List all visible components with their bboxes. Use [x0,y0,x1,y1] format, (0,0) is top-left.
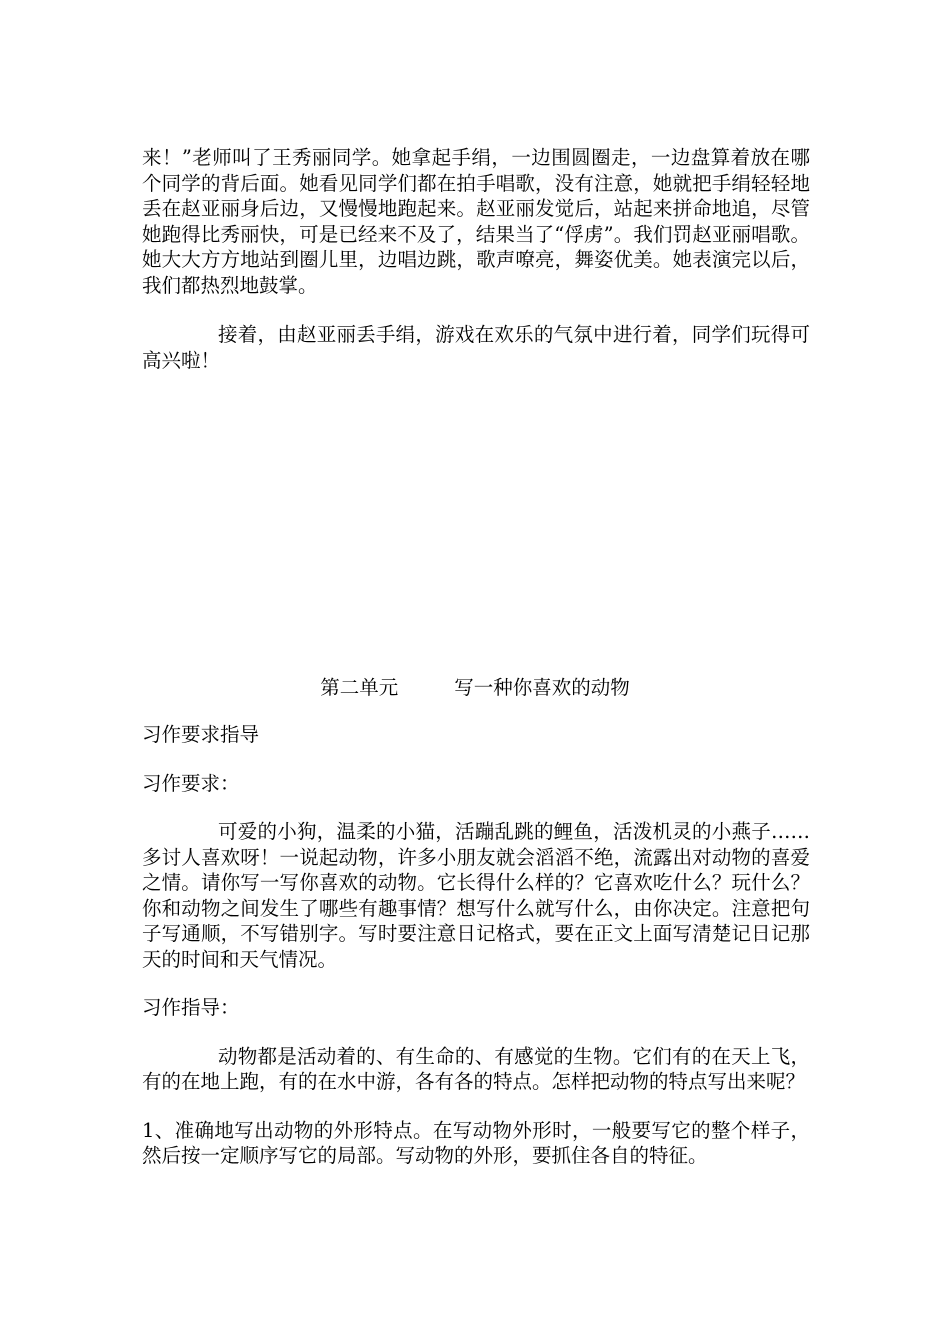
guide-text: 动物都是活动着的、有生命的、有感觉的生物。它们有的在天上飞，有的在地上跑，有的在水中游，各有各的特点。怎样把动物的特点写出来呢？ [142,1044,810,1093]
story-end [142,145,810,373]
unit-heading [0,675,950,701]
requirements-text: 可爱的小狗，温柔的小猫，活蹦乱跳的鲤鱼，活泼机灵的小燕子……多讨人喜欢呀！一说起动物，许多小朋友就会滔滔不绝，流露出对动物的喜爱之情。请你写一写你喜欢的动物。它长得什么样的？它喜欢吃什么？玩什么？你和动物之间发生了哪些有趣事情？想写什么就写什么，由你决定。注意把句子写通顺，不写错别字。写时要注意日记格式，要在正文上面写清楚记日记那天的时间和天气情况。 [142,820,810,971]
unit-number: 第二单元 [320,676,399,699]
guide-point-1: 1、准确地写出动物的外形特点。在写动物外形时，一般要写它的整个样子，然后按一定顺序写它的局部。写动物的外形，要抓住各自的特征。 [142,1118,810,1167]
section-title: 习作要求指导 [142,723,260,746]
story-paragraph-1: 来！”老师叫了王秀丽同学。她拿起手绢，一边围圆圈走，一边盘算着放在哪个同学的背后面。她看见同学们都在拍手唱歌，没有注意，她就把手绢轻轻地丢在赵亚丽身后边，又慢慢地跑起来。赵亚丽发觉后，站起来拼命地追，尽管她跑得比秀丽快，可是已经来不及了，结果当了“俘虏”。我们罚赵亚丽唱歌。她大大方方地站到圈儿里，边唱边跳，歌声嘹亮，舞姿优美。她表演完以后，我们都热烈地鼓掌。 [142,146,810,297]
writing-guidance [142,722,810,1169]
story-paragraph-2: 接着，由赵亚丽丢手绢，游戏在欢乐的气氛中进行着，同学们玩得可高兴啦！ [142,323,810,372]
unit-title: 写一种你喜欢的动物 [454,676,630,699]
guide-label: 习作指导： [142,996,240,1019]
requirements-label: 习作要求： [142,771,240,795]
